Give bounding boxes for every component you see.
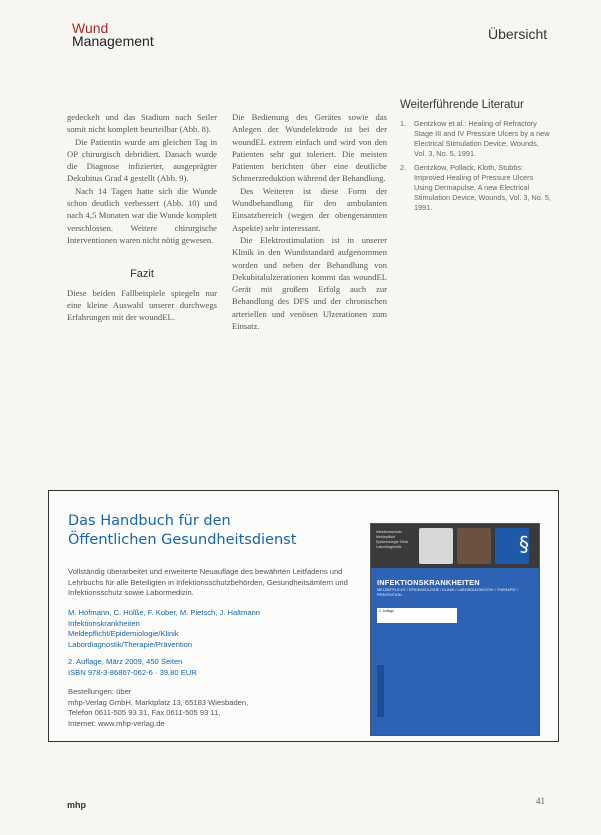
cover-photo [457, 528, 491, 564]
ad-author-list: M. Hofmann, C. Hülße, F. Kober, M. Pietsch, J. Haltmann [68, 608, 261, 617]
wundmanagement-logo [72, 22, 154, 48]
logo-line-wund: Wund [72, 20, 109, 36]
ad-topics-line-2: Labordiagnostik/Therapie/Prävention [68, 639, 193, 649]
ad-authors [68, 608, 373, 629]
paragraph: Die Elektrostimulation ist in unserer Klinik in den Wundstandard aufgenommen worden und neben der Behandlung von Dekubitalulzerationen kommt das woundEL Gerät mit großem Erfolg auch zur Behandlung des DFS und der chronischen arteriellen und venösen Ulzerationen zum Einsatz. [232, 234, 387, 332]
ad-title-line-1: Das Handbuch für den [68, 513, 231, 529]
reference-number: 2. [400, 163, 407, 173]
paragraph: gedeckelt und das Stadium nach Seiler somit nicht komplett beurteilbar (Abb. 8). [67, 112, 217, 135]
page-number: 41 [536, 796, 545, 806]
paragraph: Die Patientin wurde am gleichen Tag in OP chirurgisch debridiert. Danach wurde die Diagnose infizierter, ausgeprägter Dekubitus Grad 4 gestellt (Abb. 9). [67, 136, 217, 184]
footer-publisher: mhp [67, 800, 86, 810]
book-advertisement [48, 490, 559, 742]
ad-details [68, 657, 288, 678]
logo-line-management: Management [72, 33, 154, 49]
ad-description: Vollständig überarbeitet und erweiterte Neuauflage des bewährten Leitfadens und Lehrbuchs für alle Beteiligten in Infektionsschutzbehörden, Gesundheitsämtern und Infektionsschutz sowie Labormedizin. [68, 567, 348, 597]
cover-label-box [377, 608, 457, 623]
paragraph: Des Weiteren ist diese Form der Wundbehandlung für den ambulanten Einsatzbereich (wegen der obengenannten Aspekte) sehr interessant. [232, 185, 387, 233]
cover-subtitle: MELDEPFLICHT / EPIDEMIOLOGIE / KLINIK / LABORDIAGNOSTIK / THERAPIE / PRÄVENTION [377, 588, 519, 598]
reference-item [400, 119, 552, 159]
ad-topics [68, 629, 288, 650]
paragraph: Nach 14 Tagen hatte sich die Wunde schon deutlich verbessert (Abb. 10) und nach 4,5 Monaten war die Wunde komplett verschlossen. Weitere chirurgische Interventionen waren nicht nötig gewesen. [67, 185, 217, 245]
reference-text: Gentzkow et al.: Healing of Refractory Stage III and IV Pressure Ulcers by a new Electrical Stimulation Device, Wounds, Vol. 3, No. 5, 1991. [414, 119, 550, 159]
cover-title: INFEKTIONSKRANKHEITEN [377, 578, 480, 587]
cover-spine-mark [377, 665, 384, 717]
ad-order-label: Bestellungen: über [68, 687, 132, 696]
cover-photo [419, 528, 453, 564]
fazit-heading: Fazit [130, 268, 154, 281]
ad-title-line-2: Öffentlichen Gesundheitsdienst [68, 532, 297, 548]
ad-edition: 2. Auflage, März 2009, 450 Seiten [68, 657, 183, 666]
section-sign-icon: § [519, 532, 529, 556]
ad-phone-line: Telefon 0611-505 93 31, Fax 0611-505 93 11, [68, 708, 221, 717]
section-label: Übersicht [488, 26, 548, 42]
reference-list [400, 119, 552, 213]
ad-topics-line-1: Meldepflicht/Epidemiologie/Klinik [68, 629, 179, 638]
paragraph: Die Bedienung des Gerätes sowie das Anlegen der Wundelektrode ist bei der woundEL extrem einfach und wird von den Patienten sehr gut toleriert. Die meisten Patienten berichten über eine deutliche Schmerzreduktion während der Behandlung. [232, 112, 387, 184]
ad-publisher [68, 687, 328, 729]
reference-item [400, 163, 552, 213]
ad-web-link[interactable]: Internet: www.mhp-verlag.de [68, 718, 165, 728]
article-column-1 [67, 111, 217, 323]
paragraph: Diese beiden Fallbeispiele spiegeln nur eine kleine Auswahl unserer durchwegs Erfahrungen mit der woundEL. [67, 287, 217, 323]
article-column-2 [232, 111, 387, 332]
reference-number: 1. [400, 119, 407, 129]
article-column-3 [400, 99, 552, 217]
cover-strip-text: Infektionsschutz Meldepflicht Epidemiologie Klinik Labordiagnostik [376, 530, 409, 549]
ad-book-title: Infektionskrankheiten [68, 618, 140, 628]
ad-publisher-line: mhp-Verlag GmbH, Marktplatz 13, 65183 Wiesbaden, [68, 697, 249, 707]
literature-heading: Weiterführende Literatur [400, 99, 524, 111]
ad-title [68, 512, 296, 550]
reference-text: Gentzkow, Pollack, Kloth, Stubbs: Improved Healing of Pressure Ulcers Using Dermapulse, A new Electrical Stimulation Device, Wounds, Vol. 3, No. 5, 1991. [414, 163, 551, 213]
cover-label-text: 2. Auflage [379, 609, 395, 613]
book-cover-image [370, 523, 540, 736]
ad-isbn: ISBN 978-3-86867-062-6 · 39,80 EUR [68, 667, 197, 677]
cover-photo-strip [371, 524, 539, 568]
